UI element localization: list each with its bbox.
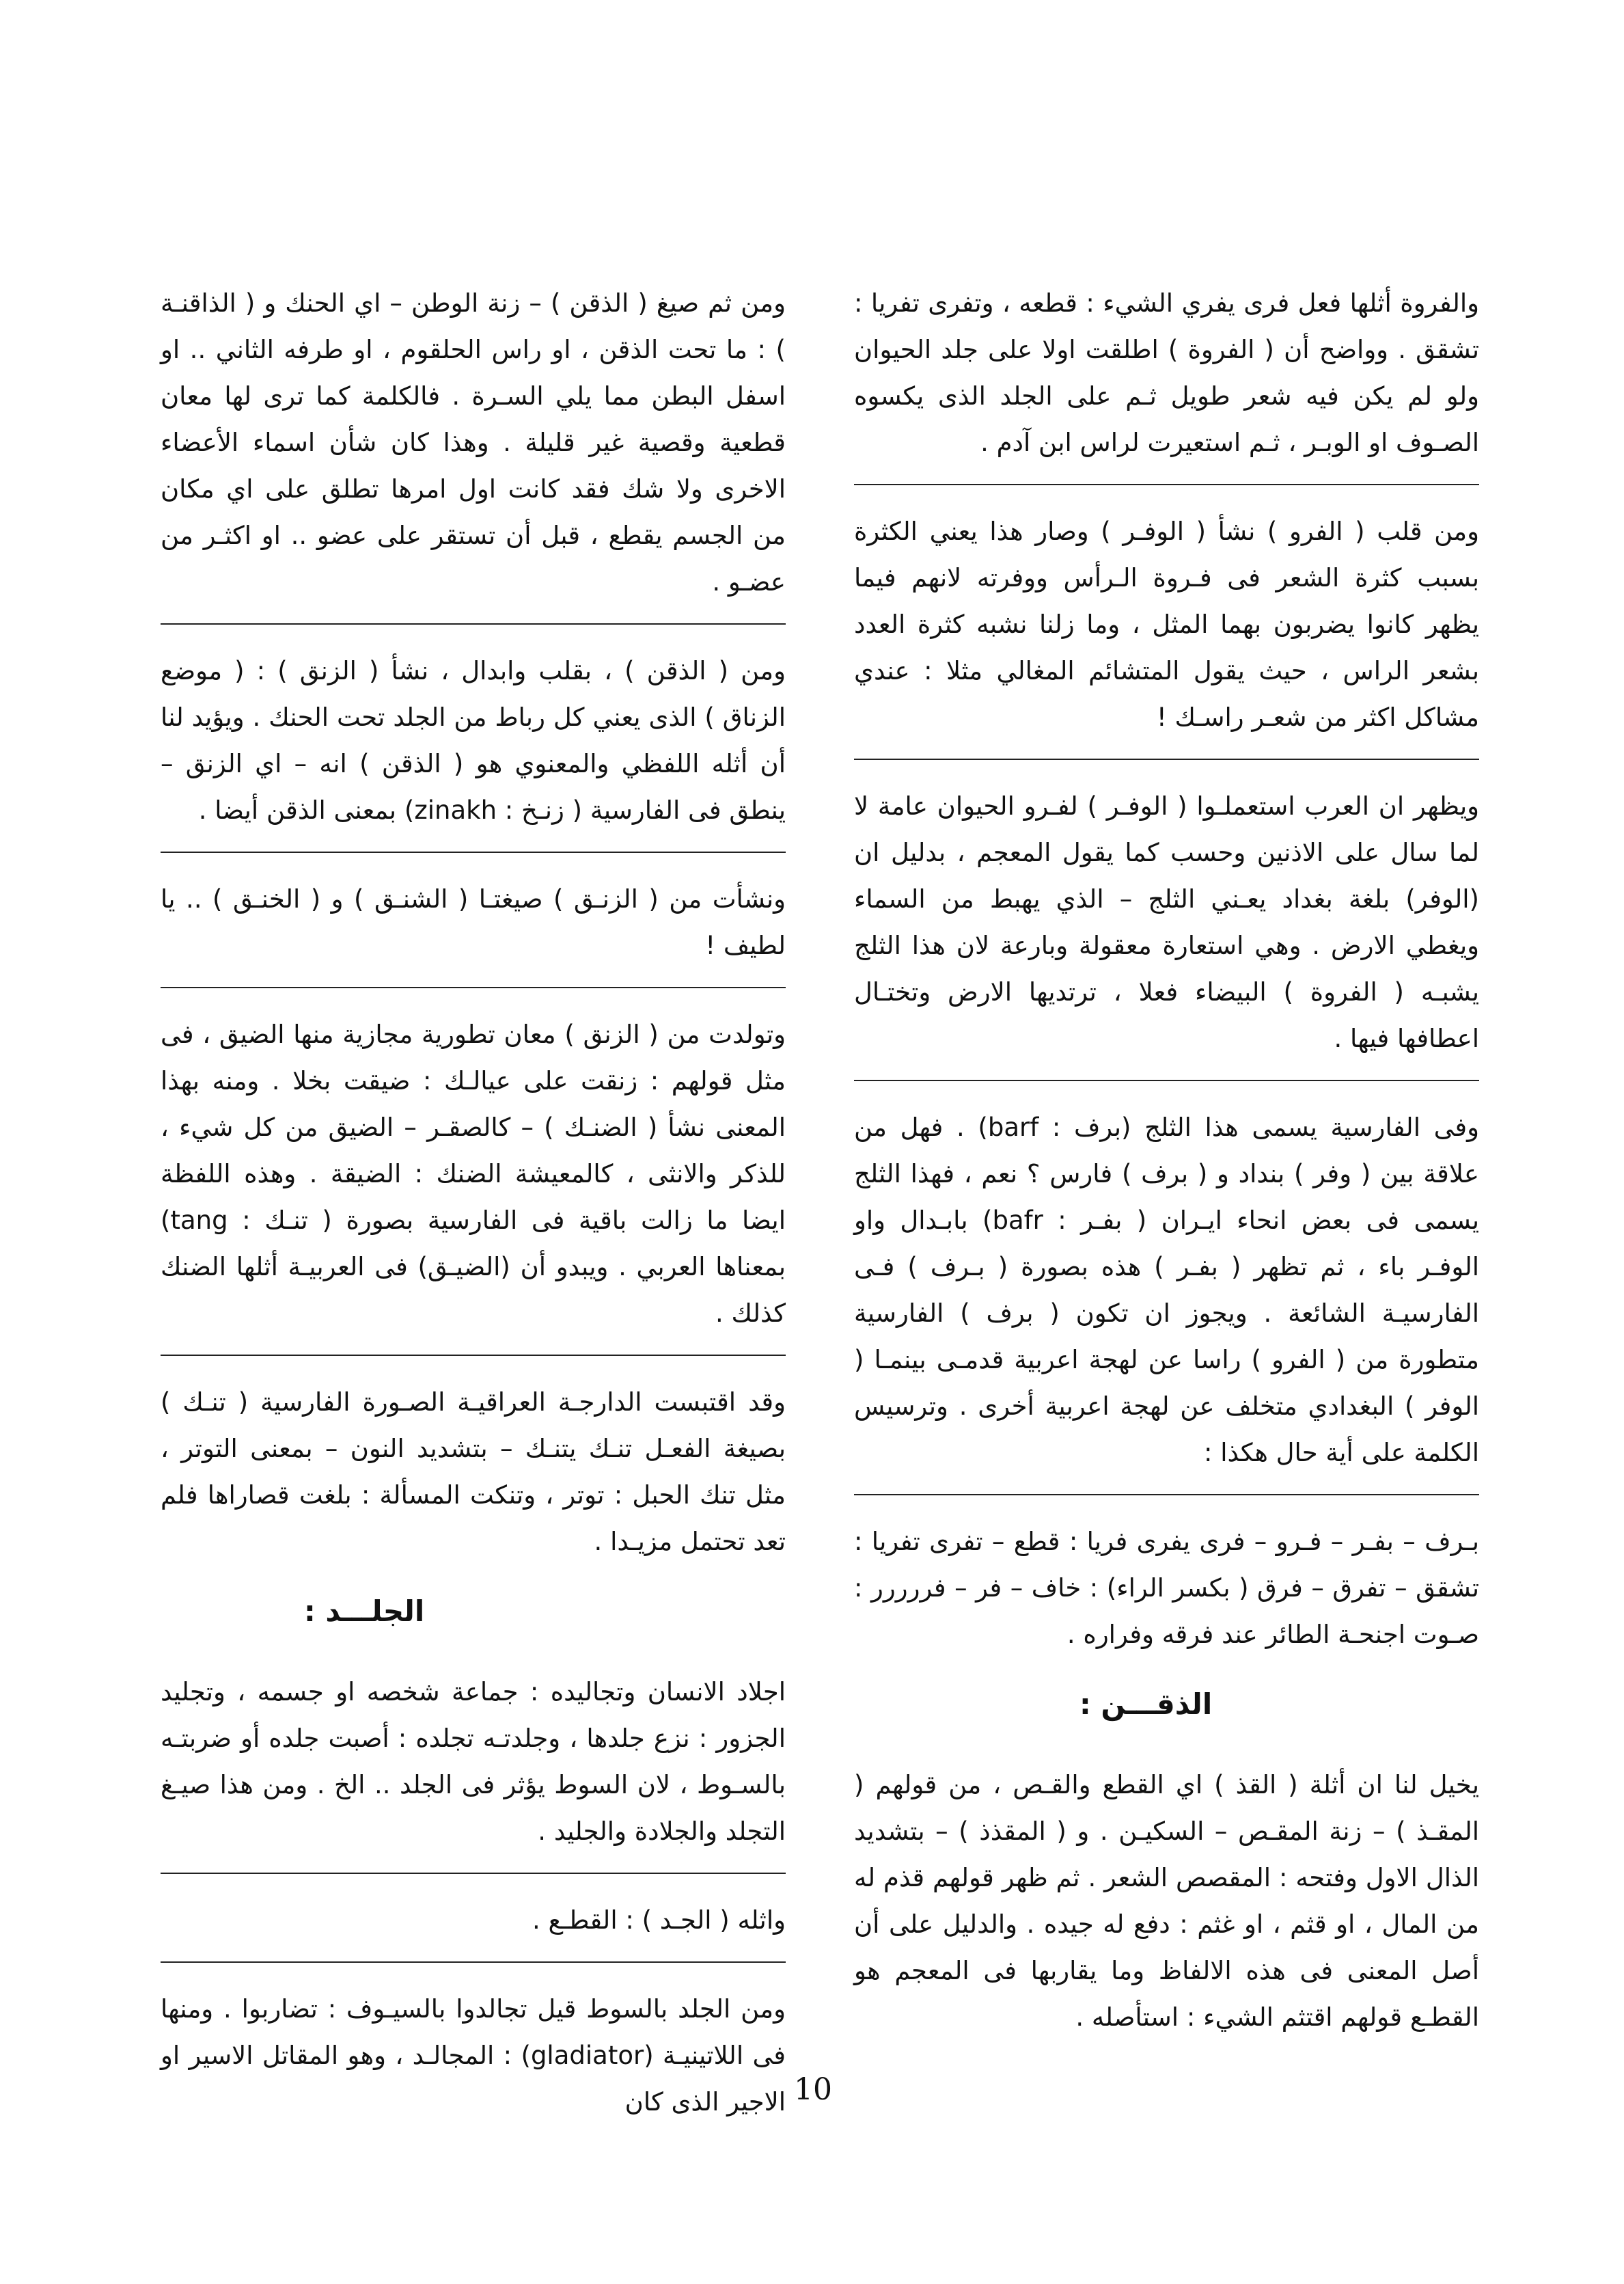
paragraph-qadh: يخيل لنا ان أثلة ( القذ ) اي القطع والقـص ، من قولهم ( المقـذ ) – زنة المقـص – السكيـن . و ( المقذذ ) – بتشديد الذال الاول وفتحه : المقصص الشعر . ثم ظهر قولهم قذم له من المال ، او قثم ، او غثم : دفع له جيده . والدليل على أن أصل المعنى فى هذه الالفاظ وما يقاربها فى المعجم هو القطـع قولهم اقتثم الشيء : استأصله . (854, 1770, 1479, 2032)
paragraph-snow: ويظهر ان العرب استعملـوا ( الوفـر ) لفـرو الحيوان عامة لا لما سال على الاذنين وحسب كما يقول المعجم ، بدليل ان (الوفر) بلغة بغداد يعـني الثلج – الذي يهبط من السماء ويغطي الارض . وهي استعارة معقولة وبارعة لان هذا الثلج يشبـه ( الفروة ) البيضاء فعلا ، ترتديها الارض وتختـال اعطافها فيها . (854, 783, 1479, 1081)
right-column (854, 280, 1479, 2064)
page-number: 10 (794, 2072, 832, 2107)
section-heading-skin: الجلـــد : (304, 1594, 425, 1628)
paragraph-jadd: واثله ( الجـد ) : القطـع . (161, 1897, 786, 1963)
left-column (161, 280, 786, 2149)
section-heading-chin: الذقـــن : (1079, 1687, 1213, 1721)
paragraph-gladiator: ومن الجلد بالسوط قيل تجالدوا بالسيـوف : تضاربوا . ومنها فى اللاتينيـة (gladiator) : المجالـد ، وهو المقاتل الاسير او الاجير الذى كان (161, 1994, 786, 2117)
paragraph-zanaq: ومن ( الذقن ) ، بقلب وابدال ، نشأ ( الزنق ) : ( موضع الزناق ) الذى يعني كل رباط من الجلد تحت الحنك . ويؤيد لنا أن أثله اللفظي والمعنوي هو ( الذقن ) انه – اي الزنق – ينطق فى الفارسية ( زنـخ : zinakh) بمعنى الذقن أيضا . (161, 648, 786, 853)
paragraph-wafr: ومن قلب ( الفرو ) نشأ ( الوفـر ) وصار هذا يعني الكثرة بسبب كثرة الشعر فى فـروة الـرأس ووفرته لانهم فيما يظهر كانوا يضربون بهما المثل ، وما زلنا نشبه كثرة العدد بشعر الراس ، حيث يقول المتشائم المغالي مثلا : عندي مشاكل اكثر من شعـر راسـك ! (854, 508, 1479, 760)
paragraph-dank: وتولدت من ( الزنق ) معان تطورية مجازية منها الضيق ، فى مثل قولهم : زنقت على عيالـك : ضيقت بخلا . ومنه بهذا المعنى نشأ ( الضنـك ) – كالصقـر – الضيق من كل شيء ، للذكر والانثى ، كالمعيشة الضنك : الضيقة . وهذه اللفظة ايضا ما زالت باقية فى الفارسية بصورة ( تنـك : tang) بمعناها العربي . ويبدو أن (الضيـق) فى العربيـة أثلها الضنك كذلك . (161, 1011, 786, 1356)
paragraph-ajlad: اجلاد الانسان وتجاليده : جماعة شخصه او جسمه ، وتجليد الجزور : نزع جلدها ، وجلدتـه تجلده : أصبت جلده أو ضربتـه بالسـوط ، لان السوط يؤثر فى الجلد .. الخ . ومن هذا صيـغ التجلد والجلادة والجليد . (161, 1669, 786, 1874)
paragraph-chin-forms: ومن ثم صيغ ( الذقن ) – زنة الوطن – اي الحنك و ( الذاقنـة ) : ما تحت الذقن ، او راس الحلقوم ، او طرفه الثاني .. او اسفل البطن مما يلي السـرة . فالكلمة كما ترى لها معان قطعية وقصية غير قليلة . وهذا كان شأن اسماء الأعضاء الاخرى ولا شك فقد كانت اول امرها تطلق على اي مكان من الجسم يقطع ، قبل أن تستقر على عضو .. او اكثـر من عضـو . (161, 280, 786, 625)
paragraph-fur: والفروة أثلها فعل فرى يفري الشيء : قطعه ، وتفرى تفريا : تشقق . وواضح أن ( الفروة ) اطلقت اولا على جلد الحيوان ولو لم يكن فيه شعر طويل ثـم على الجلد الذى يكسوه الصـوف او الوبـر ، ثـم استعيرت لراس ابن آدم . (854, 280, 1479, 485)
paragraph-shanq-khanq: ونشأت من ( الزنـق ) صيغتـا ( الشنـق ) و ( الخنـق ) .. يا لطيف ! (161, 876, 786, 988)
paragraph-persian-barf: وفى الفارسية يسمى هذا الثلج (برف : barf) . فهل من علاقة بين ( وفر ) بنداد و ( برف ) فارس ؟ نعم ، فهذا الثلج يسمى فى بعض انحاء ايـران ( بفـر : bafr) بابـدال واو الوفـر باء ، ثم تظهر ( بفـر ) هذه بصورة ( بـرف ) فـى الفارسيـة الشائعة . ويجوز ان تكون ( برف ) الفارسية متطورة من ( الفرو ) راسا عن لهجة اعربية قدمـى بينمـا ( الوفر ) البغدادي متخلف عن لهجة اعربية أخرى . وترسيس الكلمة على أية حال هكذا : (854, 1104, 1479, 1495)
paragraph-tank: وقد اقتبست الدارجـة العراقيـة الصـورة الفارسية ( تنـك ) بصيغة الفعـل تنـك يتنـك – بتشديد النون – بمعنى التوتر ، مثل تنك الحبل : توتر ، وتنكت المسألة : بلغت قصاراها فلم تعد تحتمل مزيـدا . (161, 1387, 786, 1556)
paragraph-derivation-chain: بـرف – بفـر – فـرو – فرى يفرى فريا : قطع – تفرى تفريا : تشقق – تفرق – فرق ( بكسر الراء) : خاف – فر – فررررر : صـوت اجنحـة الطائر عند فرقه وفراره . (854, 1527, 1479, 1649)
